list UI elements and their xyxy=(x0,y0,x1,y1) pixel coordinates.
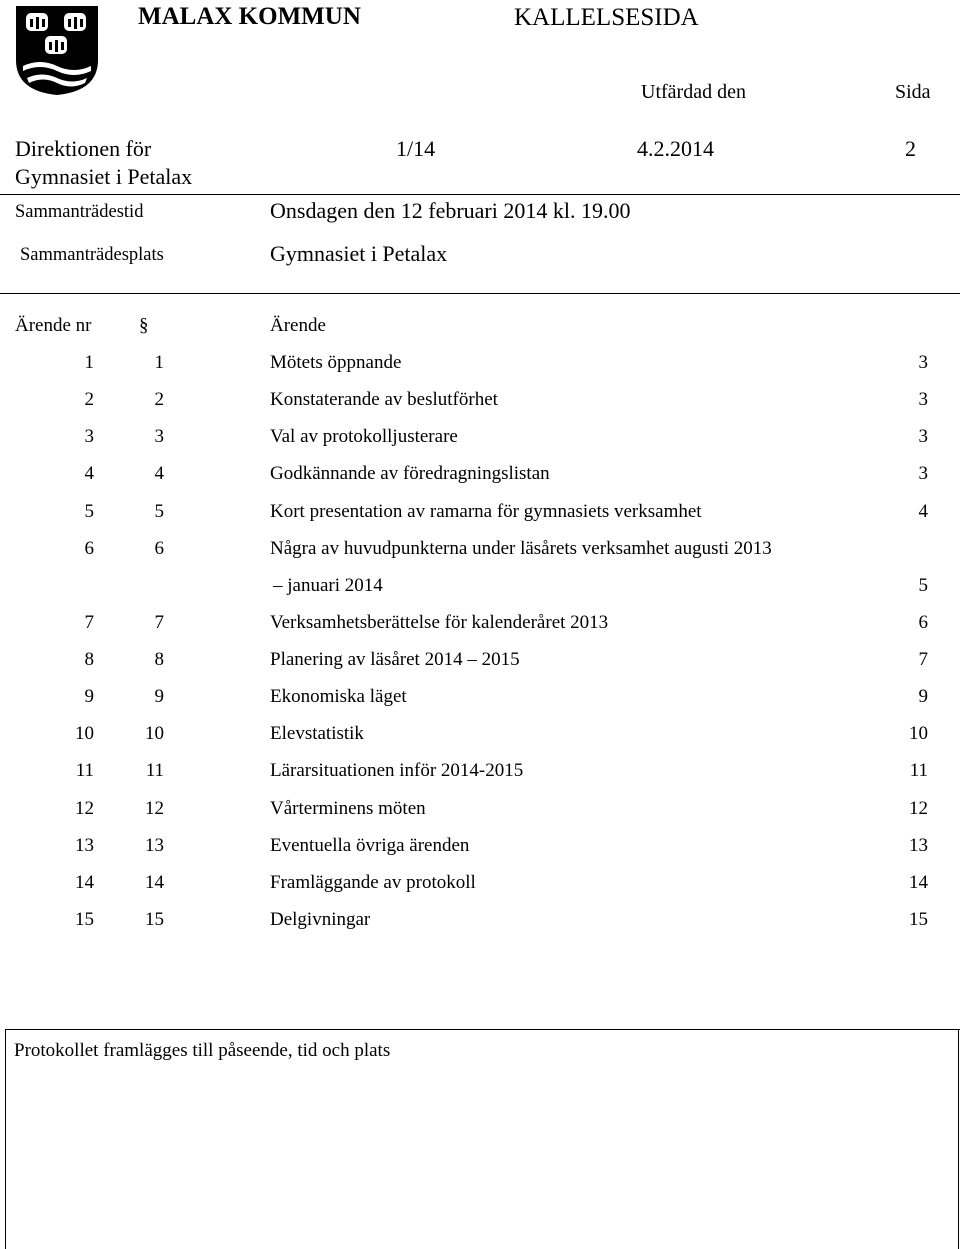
agenda-row xyxy=(0,463,960,489)
agenda-item-title: Godkännande av föredragningslistan xyxy=(270,463,550,485)
agenda-item-page: 3 xyxy=(918,426,928,448)
agenda-item-number: 6 xyxy=(84,537,94,559)
agenda-item-page: 3 xyxy=(918,352,928,373)
agenda-item-page: 7 xyxy=(918,649,928,671)
agenda-item-section: 4 xyxy=(154,463,164,485)
agenda-item-number: 5 xyxy=(84,500,94,522)
agenda-row xyxy=(0,575,960,601)
divider xyxy=(0,293,960,294)
document-number: 1/14 xyxy=(396,136,436,161)
agenda-item-page: 9 xyxy=(918,686,928,708)
agenda-row xyxy=(0,686,960,712)
agenda-row xyxy=(0,760,960,786)
agenda-item-title: Framläggande av protokoll xyxy=(270,871,476,893)
divider xyxy=(0,194,960,195)
agenda-item-page: 14 xyxy=(909,871,928,893)
agenda-item-page: 15 xyxy=(909,908,928,930)
meeting-place-label: Sammanträdesplats xyxy=(20,245,164,265)
agenda-item-title: Konstaterande av beslutförhet xyxy=(270,389,498,411)
agenda-item-section: 12 xyxy=(145,797,164,819)
agenda-row xyxy=(0,872,960,898)
meeting-place-value: Gymnasiet i Petalax xyxy=(270,241,448,266)
agenda-item-title: Planering av läsåret 2014 – 2015 xyxy=(270,649,520,671)
agenda-row xyxy=(0,501,960,527)
agenda-item-section: 14 xyxy=(145,871,164,893)
agenda-item-number: 12 xyxy=(75,797,94,819)
agenda-item-page: 3 xyxy=(918,463,928,485)
agenda-item-section: 1 xyxy=(154,352,164,373)
agenda-item-number: 3 xyxy=(84,426,94,448)
agenda-item-section: 15 xyxy=(145,908,164,930)
agenda-item-title: Eventuella övriga ärenden xyxy=(270,834,470,856)
agenda-item-title: Verksamhetsberättelse för kalenderåret 2013 xyxy=(270,611,609,633)
agenda-item-number: 9 xyxy=(84,686,94,708)
agenda-item-number: 8 xyxy=(84,649,94,671)
agenda-item-number: 15 xyxy=(75,908,94,930)
agenda-item-title: Delgivningar xyxy=(270,908,371,930)
agenda-item-title: Mötets öppnande xyxy=(270,352,402,373)
agenda-row xyxy=(0,723,960,749)
agenda-row xyxy=(0,426,960,452)
page-number: 2 xyxy=(905,136,916,161)
agenda-item-section: 3 xyxy=(154,426,164,448)
agenda-item-section: 11 xyxy=(145,760,164,782)
issued-label: Utfärdad den xyxy=(641,81,746,103)
agenda-row xyxy=(0,612,960,638)
agenda-item-section: 6 xyxy=(154,537,164,559)
issued-date: 4.2.2014 xyxy=(637,136,714,161)
organization-name: MALAX KOMMUN xyxy=(138,3,361,30)
agenda-item-section: 13 xyxy=(145,834,164,856)
protocol-text: Protokollet framlägges till påseende, tid och plats xyxy=(14,1040,391,1061)
agenda-row xyxy=(0,909,960,935)
page-label: Sida xyxy=(895,81,931,103)
agenda-item-title: Lärarsituationen inför 2014-2015 xyxy=(270,760,524,782)
agenda-row xyxy=(0,798,960,824)
agenda-item-number: 14 xyxy=(75,871,94,893)
agenda-item-page: 13 xyxy=(909,834,928,856)
agenda-item-page: 5 xyxy=(918,574,928,596)
meeting-time-value: Onsdagen den 12 februari 2014 kl. 19.00 xyxy=(270,198,631,223)
agenda-item-number: 7 xyxy=(84,611,94,633)
agenda-row xyxy=(0,389,960,415)
agenda-item-page: 3 xyxy=(918,389,928,411)
agenda-col-number: Ärende nr xyxy=(15,315,92,336)
meeting-time-label: Sammanträdestid xyxy=(15,202,144,222)
board-name-line1: Direktionen för xyxy=(15,136,152,161)
agenda-item-section: 5 xyxy=(154,500,164,522)
box-border-left xyxy=(5,1029,6,1249)
agenda-item-section: 2 xyxy=(154,389,164,411)
agenda-item-title: Några av huvudpunkterna under läsårets verksamhet augusti 2013 xyxy=(270,537,772,559)
agenda-item-number: 10 xyxy=(75,723,94,745)
agenda-item-page: 12 xyxy=(909,797,928,819)
box-border-right xyxy=(958,1029,959,1249)
agenda-item-title: – januari 2014 xyxy=(273,574,383,596)
agenda-item-section: 8 xyxy=(154,649,164,671)
agenda-item-page: 10 xyxy=(909,723,928,745)
agenda-item-section: 7 xyxy=(154,611,164,633)
agenda-item-section: 10 xyxy=(145,723,164,745)
municipality-crest-icon xyxy=(14,4,100,96)
agenda-item-title: Val av protokolljusterare xyxy=(270,426,458,448)
divider xyxy=(5,1029,960,1030)
agenda-item-title: Vårterminens möten xyxy=(270,797,426,819)
agenda-item-title: Ekonomiska läget xyxy=(270,686,407,708)
agenda-row xyxy=(0,835,960,861)
agenda-item-number: 13 xyxy=(75,834,94,856)
agenda-item-title: Elevstatistik xyxy=(270,723,364,745)
agenda-row xyxy=(0,538,960,564)
agenda-item-number: 11 xyxy=(75,760,94,782)
agenda-row xyxy=(0,649,960,675)
agenda-item-number: 4 xyxy=(84,463,94,485)
agenda-item-number: 2 xyxy=(84,389,94,411)
document-type: KALLELSESIDA xyxy=(514,4,699,31)
agenda-item-page: 4 xyxy=(918,500,928,522)
board-name-line2: Gymnasiet i Petalax xyxy=(15,164,193,189)
agenda-col-section: § xyxy=(139,315,149,336)
agenda-item-section: 9 xyxy=(154,686,164,708)
agenda-item-title: Kort presentation av ramarna för gymnasiets verksamhet xyxy=(270,500,702,522)
agenda-item-page: 6 xyxy=(918,611,928,633)
agenda-col-item: Ärende xyxy=(270,315,326,336)
agenda-row xyxy=(0,352,960,378)
agenda-item-number: 1 xyxy=(84,352,94,373)
agenda-item-page: 11 xyxy=(909,760,928,782)
